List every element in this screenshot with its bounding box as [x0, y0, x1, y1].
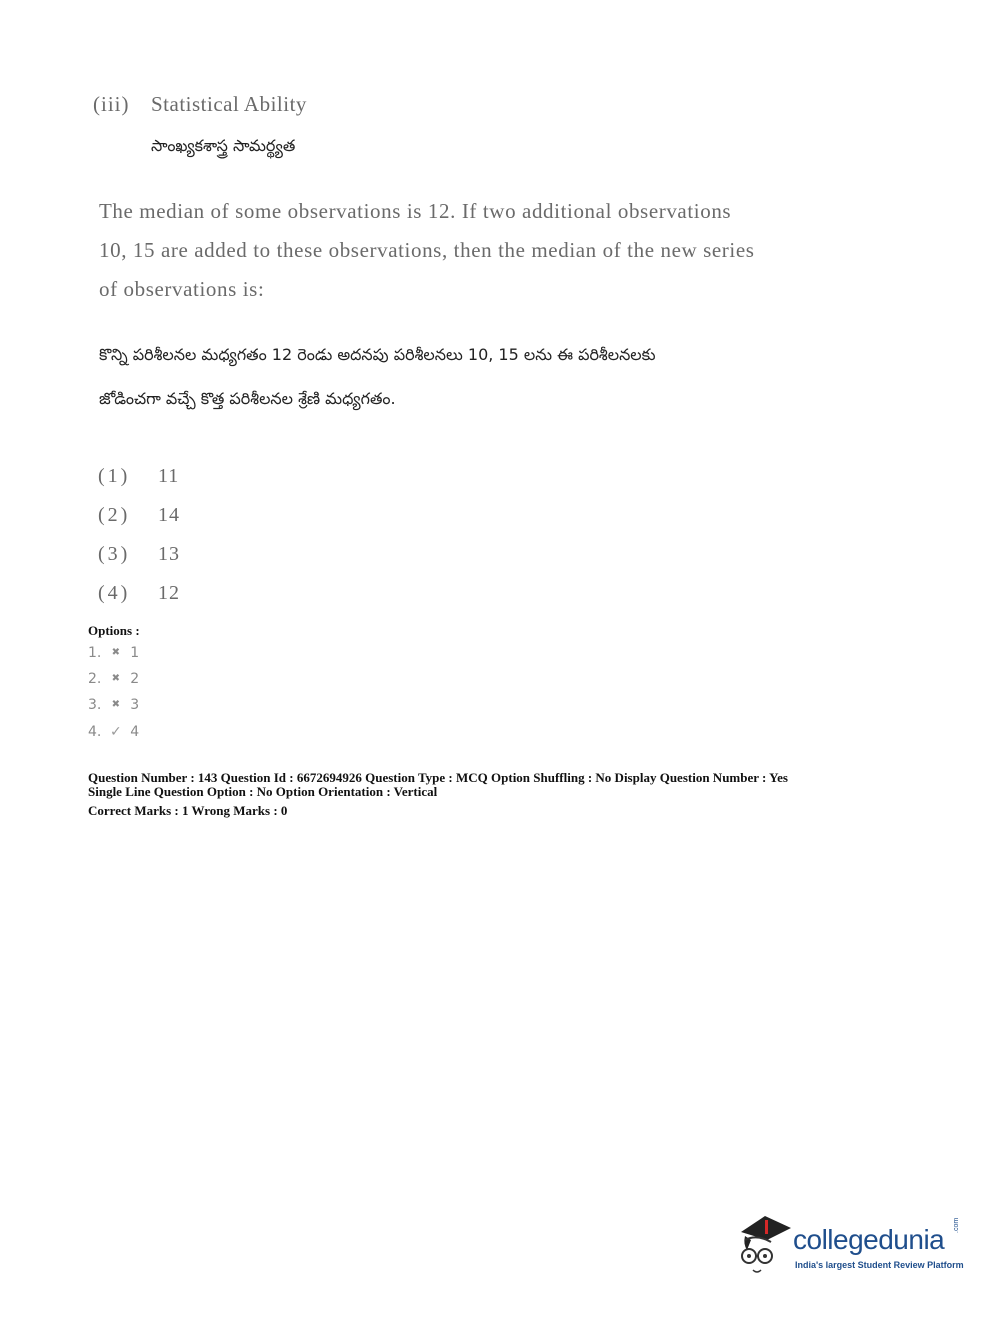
answer-option-index: 2.: [88, 671, 102, 687]
answer-option-index: 4.: [88, 724, 102, 740]
question-text-line-2: 10, 15 are added to these observations, then the median of the new series: [99, 238, 755, 262]
answer-option-value: 3: [130, 697, 140, 713]
option-value-1: 11: [158, 465, 180, 487]
section-title: Statistical Ability: [151, 92, 307, 116]
answer-option-value: 2: [130, 671, 140, 687]
logo-domain-suffix: .com: [953, 1217, 960, 1233]
logo-wordmark: collegedunia: [793, 1224, 945, 1255]
option-number-4: (4): [98, 582, 131, 604]
answer-option-4: [88, 724, 139, 740]
question-meta-line-2: Single Line Question Option : No Option Orientation : Vertical: [88, 784, 438, 799]
option-value-2: 14: [158, 504, 180, 526]
question-text-line-3: of observations is:: [99, 277, 265, 301]
answer-option-index: 3.: [88, 697, 102, 713]
logo-tagline: India's largest Student Review Platform: [795, 1260, 964, 1270]
cross-icon: ✖: [111, 647, 120, 658]
option-value-3: 13: [158, 543, 180, 565]
question-telugu-line-2: జోడించగా వచ్చే కొత్త పరిశీలనల శ్రేణి మధ్యగతం.: [99, 389, 396, 408]
answer-option-2: [88, 671, 139, 687]
question-text-line-1: The median of some observations is 12. If two additional observations: [99, 199, 732, 223]
question-telugu-line-1: కొన్ని పరిశీలనల మధ్యగతం 12 రెండు అదనపు పరిశీలనలు 10, 15 లను ఈ పరిశీలనలకు: [99, 345, 656, 364]
option-number-3: (3): [98, 543, 131, 565]
checkmark-icon: ✓: [109, 724, 122, 740]
answer-option-3: [88, 697, 139, 713]
answer-option-1: [88, 645, 139, 661]
option-number-1: (1): [98, 465, 131, 487]
collegedunia-logo: [735, 1210, 965, 1280]
cross-icon: ✖: [111, 699, 120, 710]
section-number: (iii): [93, 92, 130, 116]
question-meta-line-1: Question Number : 143 Question Id : 6672694926 Question Type : MCQ Option Shuffling : No Display Question Number : Yes: [88, 770, 788, 785]
option-number-2: (2): [98, 504, 131, 526]
answer-option-value: 4: [130, 724, 140, 740]
question-meta-line-3: Correct Marks : 1 Wrong Marks : 0: [88, 803, 288, 818]
answer-option-index: 1.: [88, 645, 102, 661]
section-title-telugu: సాంఖ్యకశాస్త్ర సామర్థ్యత: [151, 136, 296, 155]
cross-icon: ✖: [111, 673, 120, 684]
options-label: Options :: [88, 623, 140, 638]
answer-option-value: 1: [130, 645, 140, 661]
graduate-mascot-icon: [735, 1210, 793, 1280]
option-value-4: 12: [158, 582, 180, 604]
